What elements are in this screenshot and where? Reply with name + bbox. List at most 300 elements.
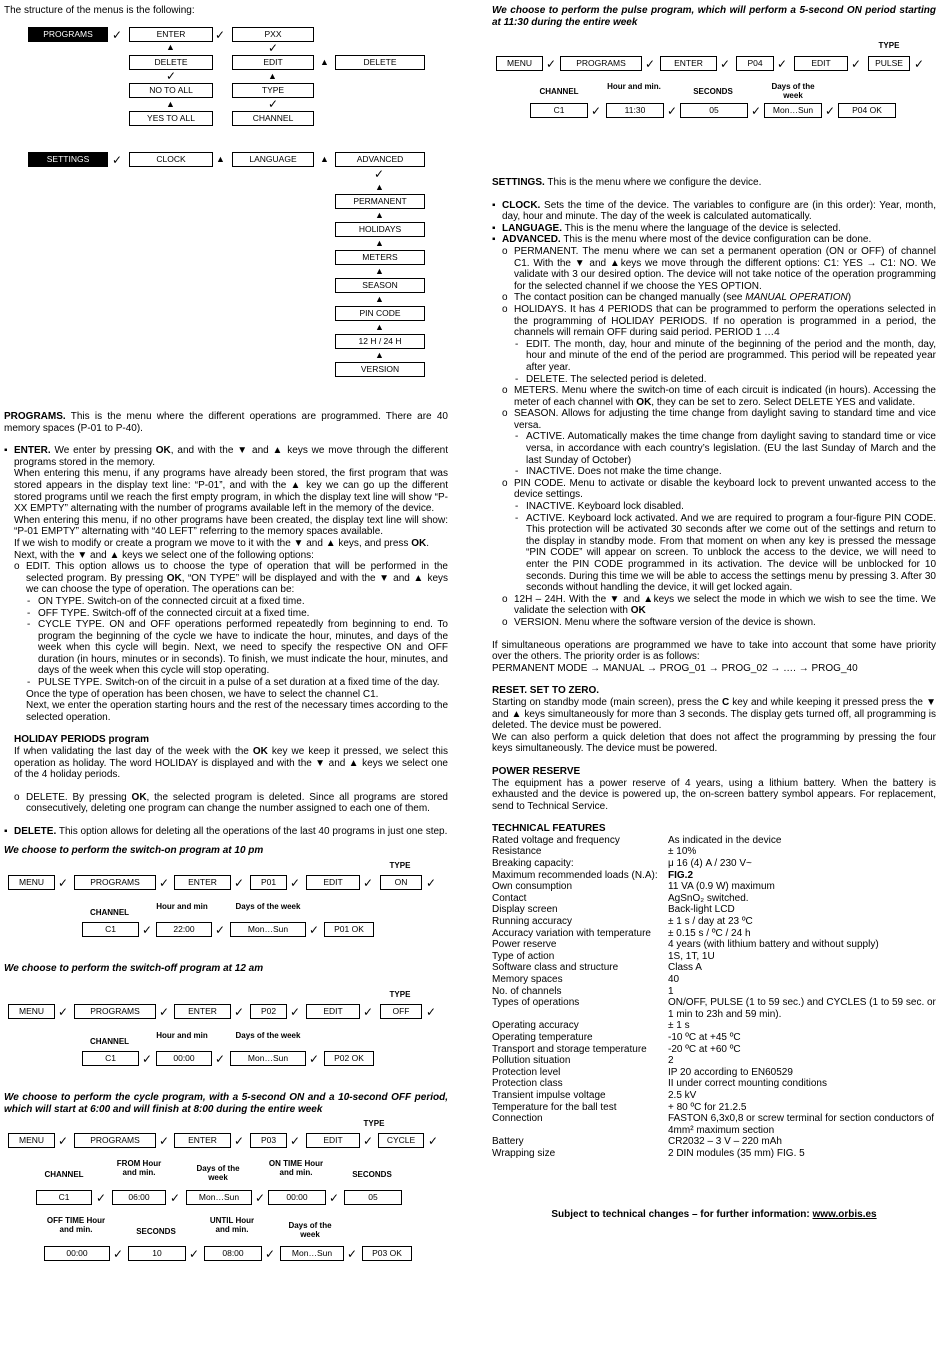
box-type: TYPE <box>232 83 314 98</box>
box-ok: P01 OK <box>324 922 374 937</box>
until-label: UNTIL Hour and min. <box>209 1216 255 1234</box>
box-seconds: 05 <box>344 1190 402 1205</box>
priority-order: PERMANENT MODE → MANUAL → PROG_01 → PROG_02 → …. → PROG_40 <box>492 662 858 674</box>
holidays-option: o HOLIDAYS. It has 4 PERIODS that can be programmed to perform the operations selected in the programming of HOLIDAY PERIODS. If no operation is programmed in a period, the channels will remain OFF during said period. PERIOD 1 …4 <box>492 304 936 339</box>
settings-text: This is the menu where we configure the device. <box>544 177 762 188</box>
check-icon: ✓ <box>667 104 678 118</box>
tech-value: 2.5 kV <box>668 1089 697 1101</box>
box-12h-24h: 12 H / 24 H <box>335 334 425 349</box>
check-icon: ✓ <box>546 57 557 71</box>
tech-row <box>492 835 936 847</box>
check-icon: ✓ <box>329 1191 340 1205</box>
box-channel: C1 <box>36 1190 92 1205</box>
tech-row <box>492 904 936 916</box>
box-hour: 22:00 <box>156 922 212 937</box>
check-icon: ✓ <box>58 1005 69 1019</box>
box-days: Mon…Sun <box>230 1051 306 1066</box>
check-icon: ✓ <box>112 153 123 167</box>
days-label: Days of the week <box>288 1221 332 1239</box>
tech-row <box>492 916 936 928</box>
enter-heading: ENTER. <box>14 445 51 457</box>
box-pin-code: PIN CODE <box>335 306 425 321</box>
box-days: Mon…Sun <box>230 922 306 937</box>
enter-paragraph: If we wish to modify or create a program we move to it with the ▼ and ▲ keys, and press <box>14 537 412 549</box>
pulse-type-item: - PULSE TYPE. Switch-on of the circuit in a pulse of a set duration at a fixed time of the day. <box>4 677 448 689</box>
tech-row <box>492 1090 936 1102</box>
check-icon: ✓ <box>142 923 153 937</box>
check-icon: ✓ <box>290 876 301 890</box>
check-icon: ✓ <box>309 923 320 937</box>
box-programs: PROGRAMS <box>560 56 642 71</box>
check-icon: ✓ <box>645 57 656 71</box>
tech-value: -10 ºC at +45 ºC <box>668 1031 741 1043</box>
tech-key: Running accuracy <box>492 916 573 928</box>
up-triangle-icon: ▲ <box>268 71 277 81</box>
check-icon: ✓ <box>720 57 731 71</box>
tech-features-table <box>492 835 936 1160</box>
tech-value: AgSnO₂ switched. <box>668 892 749 904</box>
programs-section <box>4 411 448 849</box>
pin-option: o PIN CODE. Menu to activate or disable the keyboard lock to prevent unwanted access to the device settings. <box>492 478 936 501</box>
tech-value: Back-light LCD <box>668 904 735 916</box>
box-channel: C1 <box>530 103 588 118</box>
tech-key: Battery <box>492 1136 524 1148</box>
power-text: The equipment has a power reserve of 4 years, using a lithium battery. When the battery is exhausted and the device is powered up, the on-screen battery symbol appears. For replacement, send to Technical Service. <box>492 777 936 812</box>
box-edit: EDIT <box>232 55 314 70</box>
tech-row <box>492 951 936 963</box>
tech-value: 1S, 1T, 1U <box>668 950 715 962</box>
check-icon: ✓ <box>374 167 385 181</box>
box-enter: ENTER <box>174 875 231 890</box>
check-icon: ✓ <box>58 1134 69 1148</box>
on-type-item: - ON TYPE. Switch-on of the connected circuit at a fixed time. <box>4 596 448 608</box>
tech-key: Temperature for the ball test <box>492 1101 617 1113</box>
tech-key: Rated voltage and frequency <box>492 834 620 846</box>
from-label: FROM Hour and min. <box>116 1159 162 1177</box>
box-delete-all: DELETE <box>335 55 425 70</box>
tech-row <box>492 846 936 858</box>
check-icon: ✓ <box>234 876 245 890</box>
ok-key: OK <box>155 445 171 457</box>
meters-option: , they can be set to zero. Select DELETE YES and validate. <box>651 396 916 408</box>
box-ok: P03 OK <box>362 1246 412 1261</box>
cycle-type-item: - CYCLE TYPE. ON and OFF operations performed repeatedly from beginning to end. To program the beginning of the cycle we have to indicate the hour, minutes, and days of the week when this cycle will begin. Next, we need to specify the respective ON and OFF duration (in hours, minutes or in seconds). To finish, we must indicate the hour, minutes, and days of the week when this cycle will stop operating. <box>4 619 448 677</box>
channel-label: CHANNEL <box>539 87 579 96</box>
tech-row <box>492 1113 936 1136</box>
hour-label: Hour and min <box>156 902 208 911</box>
box-enter: ENTER <box>174 1004 231 1019</box>
tech-key: Accuracy variation with temperature <box>492 927 651 939</box>
box-enter: ENTER <box>174 1133 231 1148</box>
days-label: Days of the week <box>196 1164 240 1182</box>
check-icon: ✓ <box>189 1247 200 1261</box>
tech-row <box>492 1067 936 1079</box>
tech-value: 11 VA (0.9 W) maximum <box>668 881 775 893</box>
tech-value: 4 years (with lithium battery and without supply) <box>668 939 879 951</box>
box-program-number: P03 <box>250 1133 287 1148</box>
type-label: TYPE <box>363 1119 385 1128</box>
box-program-number: P01 <box>250 875 287 890</box>
tech-value: ON/OFF, PULSE (1 to 59 sec.) and CYCLES (1 to 59 sec. or 1 min to 23h and 59 min). <box>668 997 936 1020</box>
check-icon: ✓ <box>159 876 170 890</box>
check-icon: ✓ <box>825 104 836 118</box>
up-triangle-icon: ▲ <box>375 210 384 220</box>
tech-row <box>492 962 936 974</box>
check-icon: ✓ <box>347 1247 358 1261</box>
box-edit: EDIT <box>306 1004 360 1019</box>
days-label: Days of the week <box>235 1031 301 1040</box>
off-time-label: OFF TIME Hour and min. <box>46 1216 106 1234</box>
pin-active-item: - ACTIVE. Keyboard lock activated. And we are required to program a four-figure PIN CODE. This protection will be activated 30 seconds after we come out of the settings and return to the display in standby mode. From that moment on when any key is pressed the message “PIN CODE” will appear on screen. To unblock the access to the device, we will need to enter the PIN CODE programmed in its activation. The device will be unblocked for 10 seconds. During this time we will be able to access the settings menu by pressing 3. After 30 seconds without handling the device, it will get locked again. <box>492 513 936 594</box>
ok-key: OK <box>636 396 652 408</box>
channel-label: CHANNEL <box>44 1170 84 1179</box>
enter-paragraph: Next, with the ▼ and ▲ keys we select one of the following options: <box>14 549 314 561</box>
settings-menu-diagram <box>4 0 448 380</box>
box-season: SEASON <box>335 278 425 293</box>
tech-key: Display screen <box>492 904 558 916</box>
ok-key: OK <box>630 605 646 617</box>
box-from: 06:00 <box>112 1190 166 1205</box>
tech-value: ± 0.15 s / ºC / 24 h <box>668 927 751 939</box>
box-type: CYCLE <box>378 1133 424 1148</box>
clock-heading: CLOCK. <box>502 199 541 211</box>
tech-value: μ 16 (4) A / 230 V~ <box>668 858 752 870</box>
hour-label: Hour and min. <box>607 82 661 91</box>
up-triangle-icon: ▲ <box>320 154 329 164</box>
channel-label: CHANNEL <box>89 1037 130 1046</box>
holiday-heading: HOLIDAY PERIODS program <box>14 734 150 746</box>
check-icon: ✓ <box>363 876 374 890</box>
box-clock: CLOCK <box>129 152 213 167</box>
box-holidays: HOLIDAYS <box>335 222 425 237</box>
tech-row <box>492 928 936 940</box>
check-icon: ✓ <box>751 104 762 118</box>
tech-row <box>492 858 936 870</box>
box-no-to-all: NO TO ALL <box>129 83 213 98</box>
check-icon: ✓ <box>142 1052 153 1066</box>
tech-row <box>492 1136 936 1148</box>
manual-operation-ref: MANUAL OPERATION <box>745 292 848 304</box>
example-off-title: We choose to perform the switch-off program at 12 am <box>4 963 264 974</box>
box-edit: EDIT <box>306 875 360 890</box>
box-ok: P02 OK <box>324 1051 374 1066</box>
check-icon: ✓ <box>166 69 177 83</box>
tech-value: ± 10% <box>668 846 697 858</box>
check-icon: ✓ <box>215 28 226 42</box>
tech-row <box>492 1032 936 1044</box>
tech-value: ± 1 s <box>668 1020 690 1032</box>
tech-key: Own consumption <box>492 881 573 893</box>
tech-value: As indicated in the device <box>668 834 782 846</box>
holiday-text: key we keep it pressed, we select this operation as holiday. The word HOLIDAY is displayed and with the ▼ and ▲ keys we select one of the 4 holiday periods. <box>14 746 448 781</box>
on-time-label: ON TIME Hour and min. <box>268 1159 324 1177</box>
period: . <box>426 537 429 549</box>
tech-key: Connection <box>492 1113 543 1125</box>
delete-all-heading: DELETE. <box>14 826 57 837</box>
priority-note: If simultaneous operations are programmed we have to take into account that some have priority over the others. The priority order is as follows: <box>492 639 936 663</box>
tech-value: CR2032 – 3 V – 220 mAh <box>668 1136 782 1148</box>
seconds-label: SECONDS <box>693 87 733 96</box>
settings-heading: SETTINGS. <box>492 177 545 188</box>
tech-value: 40 <box>668 974 680 985</box>
clock-text: Sets the time of the device. The variables to configure are (in this order): Year, month, day, hour and minute. The day of the week is calculated automatically. <box>502 199 936 223</box>
box-enter: ENTER <box>660 56 717 71</box>
check-icon: ✓ <box>96 1191 107 1205</box>
check-icon: ✓ <box>426 876 437 890</box>
tech-heading: TECHNICAL FEATURES <box>492 823 606 835</box>
tech-value: FASTON 6,3x0,8 or screw terminal for section conductors of 4mm² maximum section <box>668 1113 935 1136</box>
box-programs: PROGRAMS <box>74 875 156 890</box>
box-edit: EDIT <box>306 1133 360 1148</box>
tech-key: Contact <box>492 892 527 904</box>
up-triangle-icon: ▲ <box>166 99 175 109</box>
check-icon: ✓ <box>58 876 69 890</box>
hour-label: Hour and min <box>156 1031 208 1040</box>
power-heading: POWER RESERVE <box>492 765 581 777</box>
ok-key: OK <box>411 537 427 549</box>
up-triangle-icon: ▲ <box>375 182 384 192</box>
box-permanent: PERMANENT <box>335 194 425 209</box>
up-triangle-icon: ▲ <box>375 238 384 248</box>
box-channel: CHANNEL <box>232 111 314 126</box>
tech-value: ± 1 s / day at 23 ºC <box>668 916 753 928</box>
check-icon: ✓ <box>290 1005 301 1019</box>
check-icon: ✓ <box>426 1005 437 1019</box>
box-language: LANGUAGE <box>232 152 314 167</box>
language-text: This is the menu where the language of the device is selected. <box>562 222 841 234</box>
check-icon: ✓ <box>363 1134 374 1148</box>
tech-value: 1 <box>668 985 674 997</box>
type-label: TYPE <box>389 990 411 999</box>
programs-heading: PROGRAMS. <box>4 411 66 422</box>
ok-key: OK <box>166 572 182 584</box>
tech-key: Operating accuracy <box>492 1020 579 1032</box>
type-label: TYPE <box>878 41 900 50</box>
tech-key: Protection level <box>492 1066 561 1078</box>
check-icon: ✓ <box>363 1005 374 1019</box>
box-settings: SETTINGS <box>28 152 108 167</box>
check-icon: ✓ <box>234 1134 245 1148</box>
holidays-delete-item: - DELETE. The selected period is deleted. <box>492 374 936 386</box>
edit-option: , “ON TYPE” will be displayed and with the ▼ and ▲ keys we can choose the type of operation. The operations can be: <box>26 572 449 596</box>
box-version: VERSION <box>335 362 425 377</box>
footer-link[interactable]: www.orbis.es <box>812 1209 877 1220</box>
box-program-number: P04 <box>736 56 774 71</box>
tech-key: Resistance <box>492 846 542 858</box>
up-triangle-icon: ▲ <box>320 57 329 67</box>
tech-row <box>492 939 936 951</box>
check-icon: ✓ <box>914 57 925 71</box>
tech-key: Breaking capacity: <box>492 858 574 870</box>
footer-text: Subject to technical changes – for further information: <box>551 1209 813 1220</box>
type-label: TYPE <box>389 861 411 870</box>
box-menu: MENU <box>8 875 55 890</box>
example-pulse-title: We choose to perform the pulse program, which will perform a 5-second ON period starting at 11:30 during the entire week <box>492 5 936 28</box>
box-hour: 00:00 <box>156 1051 212 1066</box>
tech-key: Operating temperature <box>492 1031 593 1043</box>
box-menu: MENU <box>8 1133 55 1148</box>
tech-value: 2 <box>668 1055 674 1067</box>
tech-key: Power reserve <box>492 939 557 951</box>
days-label: Days of the week <box>771 82 815 100</box>
box-enter: ENTER <box>129 27 213 42</box>
tech-value: IP 20 according to EN60529 <box>668 1066 793 1078</box>
box-programs: PROGRAMS <box>74 1004 156 1019</box>
tech-row <box>492 1148 936 1160</box>
up-triangle-icon: ▲ <box>166 42 175 52</box>
tech-row <box>492 1102 936 1114</box>
check-icon: ✓ <box>159 1134 170 1148</box>
delete-option: , the selected program is deleted. Since all programs are stored consecutively, deleting one program can change the number assigned to each one of them. <box>26 791 448 815</box>
channel-label: CHANNEL <box>89 908 130 917</box>
tech-value: Class A <box>668 962 702 974</box>
box-program-number: P02 <box>250 1004 287 1019</box>
box-ok: P04 OK <box>838 103 896 118</box>
c-key: C <box>721 696 730 708</box>
holidays-edit-item: - EDIT. The month, day, hour and minute of the beginning of the period and the month, day, hour and minute of the end of the period are programmed. This period will be repeated year after year. <box>492 339 936 374</box>
check-icon: ✓ <box>234 1005 245 1019</box>
check-icon: ✓ <box>255 1191 266 1205</box>
enter-paragraph: When entering this menu, if no other programs have been created, the display text line will show: “P-01 EMPTY” alternating with “40 LEFT” referring to the memory spaces available. <box>14 514 448 538</box>
box-seconds: 05 <box>680 103 748 118</box>
check-icon: ✓ <box>170 1191 181 1205</box>
box-type: ON <box>380 875 422 890</box>
box-type: PULSE <box>868 56 910 71</box>
permanent-option: o PERMANENT. The menu where we can set a permanent operation (ON or OFF) of channel C1. With the ▼ and ▲keys we move through the different options: C1: YES → C1: NO. We validate with 3 our desired option. The device will not take notice of the operation programming for the selected channel if we choose the YES OPTION. <box>492 246 936 292</box>
box-on-time: 00:00 <box>268 1190 326 1205</box>
tech-row <box>492 870 936 882</box>
box-programs: PROGRAMS <box>28 27 108 42</box>
up-triangle-icon: ▲ <box>216 154 225 164</box>
example-cycle-title: We choose to perform the cycle program, with a 5-second ON and a 10-second OFF period, which will start at 6:00 and will finish at 8:00 during the entire week <box>4 1092 448 1115</box>
tech-key: Type of action <box>492 950 555 962</box>
enter-text: We enter by pressing <box>50 445 156 457</box>
tech-row <box>492 1044 936 1056</box>
up-triangle-icon: ▲ <box>375 266 384 276</box>
box-channel: C1 <box>82 1051 139 1066</box>
tech-key: Wrapping size <box>492 1147 556 1159</box>
box-programs: PROGRAMS <box>74 1133 156 1148</box>
reset-text: key and while keeping it pressed press the ▼ and ▲ keys simultaneously for more than 3 seconds. The display gets turned off, all programming is deleted. The device must be powered. <box>492 696 936 732</box>
tech-row <box>492 986 936 998</box>
channel-note: Once the type of operation has been chosen, we have to select the channel C1. <box>26 688 379 700</box>
tech-row <box>492 997 936 1020</box>
check-icon: ✓ <box>265 1247 276 1261</box>
tech-key: Transient impulse voltage <box>492 1089 606 1101</box>
tech-row <box>492 1020 936 1032</box>
box-days: Mon…Sun <box>764 103 822 118</box>
tech-key: Transport and storage temperature <box>492 1043 647 1055</box>
box-type: OFF <box>380 1004 422 1019</box>
tech-row <box>492 893 936 905</box>
check-icon: ✓ <box>777 57 788 71</box>
tech-key: Maximum recommended loads (N.A): <box>492 869 658 881</box>
tech-key: Software class and structure <box>492 962 619 974</box>
tech-key: Memory spaces <box>492 974 563 985</box>
box-until: 08:00 <box>204 1246 262 1261</box>
enter-text: , and with the ▼ and ▲ keys we move through the different programs stored in the memory. <box>14 445 448 468</box>
box-menu: MENU <box>496 56 543 71</box>
holiday-text: If when validating the last day of the week with the <box>14 746 253 758</box>
paren: ) <box>847 292 852 304</box>
footer <box>492 1209 936 1221</box>
meters-option: METERS. Menu where the switch-on time of each circuit is indicated (in hours). Accessing the meter of each channel with <box>514 385 936 408</box>
tech-key: Protection class <box>492 1078 563 1090</box>
up-triangle-icon: ▲ <box>375 350 384 360</box>
tech-key: Pollution situation <box>492 1055 571 1067</box>
tech-value: FIG.2 <box>668 869 694 881</box>
tech-value: 2 DIN modules (35 mm) FIG. 5 <box>668 1147 805 1159</box>
tech-row <box>492 1078 936 1090</box>
example-on-title: We choose to perform the switch-on program at 10 pm <box>4 845 264 856</box>
settings-section <box>492 177 936 1160</box>
check-icon: ✓ <box>309 1052 320 1066</box>
delete-all-text: This option allows for deleting all the operations of the last 40 programs in just one step. <box>56 826 448 837</box>
box-off-time: 00:00 <box>44 1246 110 1261</box>
tech-value: + 80 ºC for 21.2.5 <box>668 1101 747 1113</box>
ok-key: OK <box>131 791 147 803</box>
structure-intro: The structure of the menus is the following: <box>4 5 195 16</box>
box-days: Mon…Sun <box>186 1190 252 1205</box>
box-menu: MENU <box>8 1004 55 1019</box>
box-yes-to-all: YES TO ALL <box>129 111 213 126</box>
check-icon: ✓ <box>290 1134 301 1148</box>
ok-key: OK <box>252 746 268 758</box>
language-heading: LANGUAGE. <box>502 222 562 234</box>
tech-key: No. of channels <box>492 985 562 997</box>
off-type-item: - OFF TYPE. Switch-off of the connected circuit at a fixed time. <box>4 608 448 620</box>
days-label: Days of the week <box>235 902 301 911</box>
season-active-item: - ACTIVE. Automatically makes the time change from daylight saving to standard time or vice versa, in accordance with each country’s legislation. (EU the last Sunday of March and the last Sunday of October) <box>492 431 936 466</box>
tech-row <box>492 881 936 893</box>
check-icon: ✓ <box>591 104 602 118</box>
box-meters: METERS <box>335 250 425 265</box>
reset-heading: RESET. SET TO ZERO. <box>492 685 600 697</box>
box-days: Mon…Sun <box>280 1246 344 1261</box>
reset-text: Starting on standby mode (main screen), press the <box>492 696 722 708</box>
advanced-text: This is the menu where most of the device configuration can be done. <box>560 234 872 246</box>
edit-option: EDIT. This option allows us to choose the type of operation that will be performed in the selected program. By pressing <box>26 561 448 584</box>
delete-option: DELETE. By pressing <box>26 791 132 803</box>
check-icon: ✓ <box>268 97 279 111</box>
season-inactive-item: - INACTIVE. Does not make the time change. <box>492 466 936 478</box>
box-edit: EDIT <box>794 56 848 71</box>
seconds-label: SECONDS <box>136 1227 176 1236</box>
version-option: o VERSION. Menu where the software version of the device is shown. <box>492 617 936 629</box>
tech-row <box>492 1055 936 1067</box>
programs-text: This is the menu where the different operations are programmed. There are 40 memory spaces (P-01 to P-40). <box>4 411 448 434</box>
box-hour: 11:30 <box>606 103 664 118</box>
pin-inactive-item: - INACTIVE. Keyboard lock disabled. <box>492 501 936 513</box>
times-note: Next, we enter the operation starting hours and the rest of the necessary times according to the selected operation. <box>26 700 448 723</box>
check-icon: ✓ <box>215 923 226 937</box>
check-icon: ✓ <box>113 1247 124 1261</box>
tech-row <box>492 974 936 986</box>
up-triangle-icon: ▲ <box>375 322 384 332</box>
box-delete: DELETE <box>129 55 213 70</box>
check-icon: ✓ <box>851 57 862 71</box>
contact-note: The contact position can be changed manually (see <box>514 292 746 304</box>
check-icon: ✓ <box>159 1005 170 1019</box>
reset-text-2: We can also perform a quick deletion that does not affect the programming by pressing the four keys simultaneously. The device must be powered. <box>492 731 936 755</box>
tech-value: II under correct mounting conditions <box>668 1078 827 1090</box>
seconds-label: SECONDS <box>352 1170 392 1179</box>
check-icon: ✓ <box>428 1134 439 1148</box>
tech-value: -20 ºC at +60 ºC <box>668 1043 741 1055</box>
up-triangle-icon: ▲ <box>375 294 384 304</box>
check-icon: ✓ <box>112 28 123 42</box>
check-icon: ✓ <box>215 1052 226 1066</box>
